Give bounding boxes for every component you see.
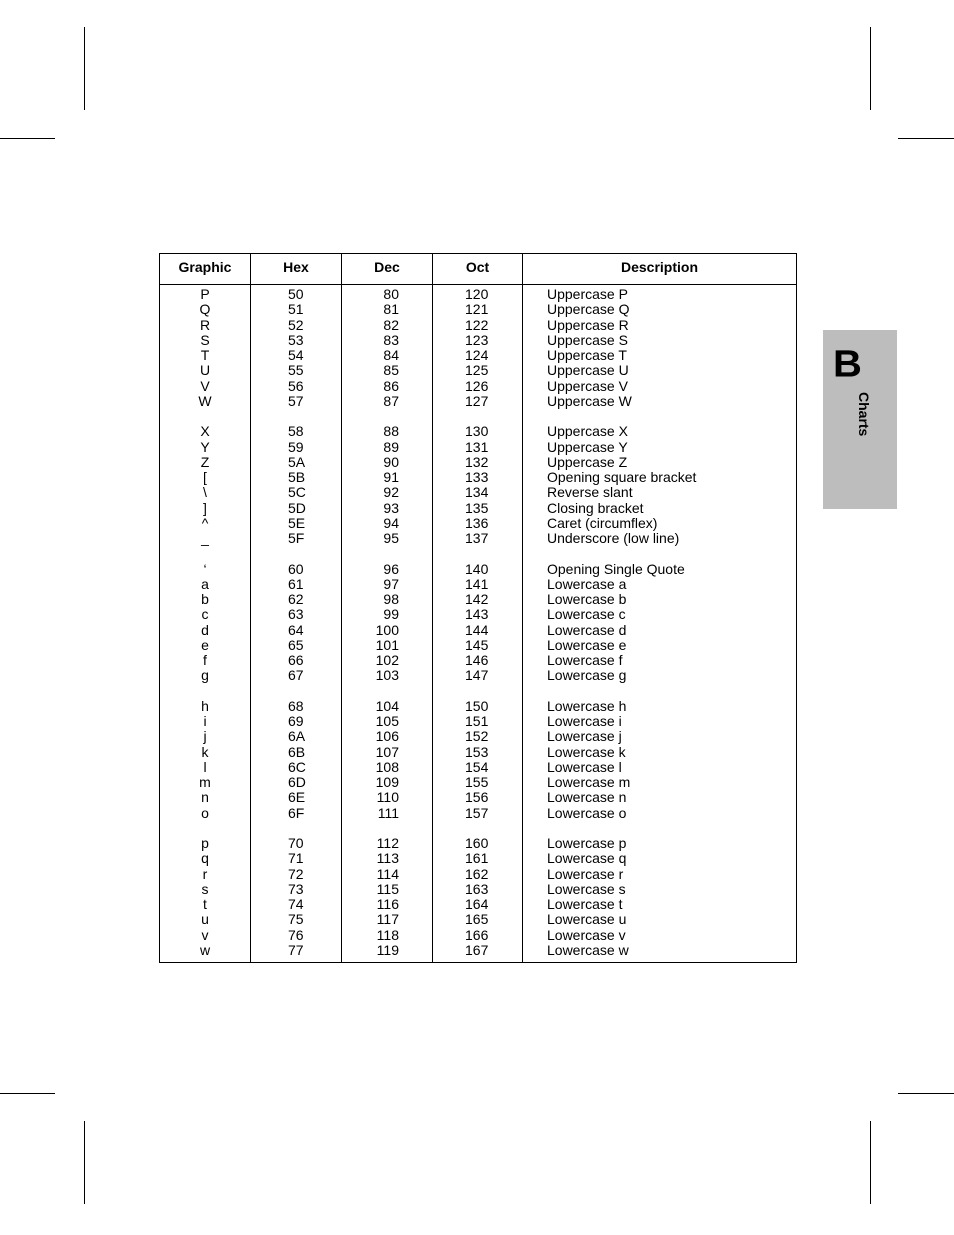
cell-oct: 134 [465, 484, 489, 501]
cell-dec: 87 [383, 392, 399, 409]
cell-description: Lowercase s [547, 880, 626, 897]
crop-mark-bottom-right-horizontal [898, 1093, 954, 1094]
cell-hex: 5D [288, 499, 306, 516]
table-row [160, 775, 796, 790]
cell-graphic: s [201, 880, 209, 897]
section-tab [823, 330, 897, 509]
table-row [160, 638, 796, 653]
cell-hex: 52 [288, 316, 304, 333]
table-row [160, 485, 796, 500]
cell-dec: 107 [375, 743, 399, 760]
cell-hex: 64 [288, 621, 304, 638]
cell-hex: 57 [288, 392, 304, 409]
cell-oct: 145 [465, 636, 489, 653]
cell-description: Lowercase v [547, 926, 626, 943]
table-row [160, 562, 796, 577]
cell-dec: 85 [383, 362, 399, 379]
cell-dec: 103 [375, 667, 399, 684]
cell-graphic: R [199, 316, 211, 333]
table-row [160, 348, 796, 363]
cell-oct: 162 [465, 865, 489, 882]
cell-hex: 6F [288, 804, 305, 821]
cell-hex: 62 [288, 591, 304, 607]
cell-graphic: \ [203, 484, 207, 501]
cell-oct: 143 [465, 606, 489, 623]
cell-dec: 94 [383, 514, 399, 531]
cell-graphic: V [200, 377, 210, 394]
cell-description: Uppercase W [547, 392, 632, 409]
table-row [160, 928, 796, 943]
cell-hex: 6E [288, 789, 306, 806]
cell-description: Lowercase k [547, 743, 626, 760]
table-row [160, 653, 796, 668]
cell-dec: 105 [375, 713, 399, 729]
cell-graphic: q [201, 850, 209, 867]
table-row [160, 851, 796, 866]
cell-hex: 54 [288, 347, 304, 363]
table-row [160, 363, 796, 378]
section-label: Charts [856, 392, 872, 437]
cell-dec: 89 [383, 438, 399, 455]
cell-oct: 142 [465, 591, 489, 607]
cell-description: Uppercase R [547, 316, 629, 333]
column-header-graphic: Graphic [178, 259, 232, 275]
cell-description: Lowercase q [547, 850, 627, 867]
cell-description: Lowercase u [547, 911, 627, 928]
table-row [160, 379, 796, 394]
cell-oct: 153 [465, 743, 489, 760]
header-divider [160, 284, 796, 285]
table-row [160, 668, 796, 683]
cell-description: Lowercase m [547, 774, 631, 790]
cell-description: Lowercase p [547, 835, 627, 851]
cell-graphic: v [201, 926, 209, 943]
cell-graphic: W [198, 392, 212, 409]
crop-mark-top-left-vertical [84, 27, 85, 110]
cell-hex: 55 [288, 362, 304, 379]
cell-graphic: S [200, 331, 210, 348]
cell-description: Uppercase Y [547, 438, 628, 455]
crop-mark-top-right-vertical [870, 27, 871, 110]
table-row [160, 501, 796, 516]
cell-graphic: g [201, 667, 209, 684]
cell-description: Closing bracket [547, 499, 644, 516]
cell-dec: 117 [376, 911, 399, 928]
cell-dec: 80 [383, 286, 399, 302]
character-chart-table [159, 253, 797, 963]
cell-graphic: d [201, 621, 209, 638]
table-row [160, 318, 796, 333]
cell-hex: 5C [288, 484, 306, 501]
cell-description: Lowercase o [547, 804, 627, 821]
cell-description: Lowercase e [547, 636, 627, 653]
cell-oct: 131 [465, 438, 489, 455]
cell-description: Lowercase c [547, 606, 626, 623]
crop-mark-bottom-right-vertical [870, 1121, 871, 1204]
cell-hex: 68 [288, 697, 304, 714]
cell-dec: 118 [376, 926, 399, 943]
cell-hex: 72 [288, 865, 304, 882]
cell-description: Lowercase j [547, 728, 622, 745]
cell-graphic: X [200, 423, 210, 440]
table-row [160, 592, 796, 607]
cell-oct: 133 [465, 469, 489, 485]
cell-hex: 67 [288, 667, 304, 684]
table-row [160, 302, 796, 317]
column-header-description: Description [620, 259, 698, 275]
cell-oct: 140 [465, 560, 489, 577]
cell-description: Lowercase b [547, 591, 627, 607]
cell-dec: 108 [375, 758, 399, 775]
cell-hex: 61 [288, 575, 304, 592]
cell-oct: 166 [465, 926, 489, 943]
cell-description: Lowercase i [547, 713, 622, 729]
cell-description: Uppercase X [547, 423, 628, 440]
cell-dec: 97 [383, 575, 399, 592]
cell-dec: 96 [383, 560, 399, 577]
cell-hex: 76 [288, 926, 304, 943]
cell-description: Uppercase Z [547, 453, 628, 470]
table-row [160, 897, 796, 912]
table-row [160, 470, 796, 485]
cell-dec: 93 [383, 499, 399, 516]
cell-graphic: _ [201, 530, 209, 546]
cell-description: Uppercase S [547, 331, 628, 348]
cell-graphic: l [203, 758, 207, 775]
cell-description: Lowercase l [547, 758, 622, 775]
cell-hex: 5A [288, 453, 306, 470]
cell-hex: 6A [288, 728, 306, 745]
cell-hex: 65 [288, 636, 304, 653]
table-row [160, 394, 796, 409]
cell-hex: 50 [288, 286, 304, 302]
cell-oct: 154 [465, 758, 489, 775]
cell-hex: 6B [288, 743, 306, 760]
cell-dec: 106 [375, 728, 399, 745]
cell-description: Lowercase n [547, 789, 627, 806]
cell-oct: 120 [465, 286, 489, 302]
cell-graphic: [ [203, 469, 207, 485]
cell-dec: 111 [377, 804, 399, 821]
cell-dec: 119 [376, 941, 399, 958]
table-row [160, 912, 796, 927]
cell-graphic: Z [200, 453, 210, 470]
cell-graphic: e [201, 636, 209, 653]
table-row [160, 729, 796, 744]
table-row [160, 790, 796, 805]
cell-dec: 115 [376, 880, 399, 897]
cell-description: Underscore (low line) [547, 530, 680, 546]
cell-graphic: c [201, 606, 209, 623]
column-header-oct: Oct [465, 259, 490, 275]
cell-description: Uppercase P [547, 286, 628, 302]
cell-hex: 51 [288, 301, 304, 318]
cell-oct: 132 [465, 453, 489, 470]
cell-oct: 167 [465, 941, 489, 958]
cell-dec: 86 [383, 377, 399, 394]
cell-graphic: j [203, 728, 207, 745]
cell-graphic: Y [200, 438, 210, 455]
cell-oct: 161 [465, 850, 489, 867]
cell-hex: 5E [288, 514, 306, 531]
cell-dec: 92 [383, 484, 399, 501]
cell-description: Lowercase f [547, 652, 623, 668]
cell-graphic: ^ [201, 514, 209, 531]
cell-dec: 104 [375, 697, 399, 714]
cell-oct: 141 [465, 575, 489, 592]
table-row [160, 745, 796, 760]
cell-graphic: h [201, 697, 209, 714]
cell-graphic: a [201, 575, 209, 592]
cell-dec: 90 [383, 453, 399, 470]
cell-hex: 60 [288, 560, 304, 577]
table-row [160, 806, 796, 821]
cell-hex: 63 [288, 606, 304, 623]
cell-dec: 98 [383, 591, 399, 607]
cell-graphic: Q [199, 301, 211, 318]
cell-oct: 160 [465, 835, 489, 851]
cell-hex: 5F [288, 530, 305, 546]
table-row [160, 607, 796, 622]
cell-dec: 81 [383, 301, 399, 318]
section-letter: B [833, 343, 862, 385]
cell-description: Opening square bracket [547, 469, 697, 485]
cell-dec: 83 [383, 331, 399, 348]
cell-graphic: b [201, 591, 209, 607]
cell-graphic: p [201, 835, 209, 851]
cell-description: Uppercase U [547, 362, 629, 379]
cell-graphic: k [201, 743, 209, 760]
cell-oct: 151 [465, 713, 489, 729]
cell-oct: 123 [465, 331, 489, 348]
cell-description: Opening Single Quote [547, 560, 685, 577]
table-row [160, 455, 796, 470]
cell-dec: 84 [383, 347, 399, 363]
table-row [160, 714, 796, 729]
table-row [160, 531, 796, 546]
cell-graphic: i [203, 713, 207, 729]
table-row [160, 760, 796, 775]
table-row [160, 440, 796, 455]
cell-dec: 82 [383, 316, 399, 333]
cell-dec: 109 [375, 774, 399, 790]
cell-description: Reverse slant [547, 484, 633, 501]
cell-oct: 126 [465, 377, 489, 394]
cell-description: Lowercase t [547, 896, 623, 912]
cell-graphic: P [200, 286, 210, 302]
cell-description: Uppercase V [547, 377, 628, 394]
cell-dec: 113 [376, 850, 399, 867]
column-header-hex: Hex [283, 259, 309, 275]
cell-dec: 95 [383, 530, 399, 546]
cell-dec: 88 [383, 423, 399, 440]
cell-description: Uppercase T [547, 347, 627, 363]
cell-hex: 77 [288, 941, 304, 958]
cell-oct: 156 [465, 789, 489, 806]
cell-dec: 100 [375, 621, 399, 638]
cell-oct: 165 [465, 911, 489, 928]
table-row [160, 287, 796, 302]
cell-hex: 70 [288, 835, 304, 851]
cell-hex: 74 [288, 896, 304, 912]
table-row [160, 699, 796, 714]
cell-oct: 146 [465, 652, 489, 668]
cell-graphic: ] [203, 499, 207, 516]
cell-oct: 164 [465, 896, 489, 912]
cell-oct: 127 [465, 392, 489, 409]
cell-oct: 122 [465, 316, 489, 333]
cell-graphic: o [201, 804, 209, 821]
cell-oct: 124 [465, 347, 489, 363]
cell-hex: 58 [288, 423, 304, 440]
crop-mark-bottom-left-horizontal [0, 1093, 55, 1094]
table-row [160, 943, 796, 958]
cell-hex: 73 [288, 880, 304, 897]
table-row [160, 424, 796, 439]
cell-graphic: m [199, 774, 211, 790]
cell-oct: 121 [465, 301, 489, 318]
cell-oct: 152 [465, 728, 489, 745]
table-row [160, 333, 796, 348]
cell-hex: 71 [288, 850, 304, 867]
cell-hex: 5B [288, 469, 306, 485]
cell-oct: 163 [465, 880, 489, 897]
table-row [160, 836, 796, 851]
cell-graphic: ‘ [203, 560, 207, 577]
cell-dec: 99 [383, 606, 399, 623]
cell-graphic: n [201, 789, 209, 806]
column-header-dec: Dec [374, 259, 400, 275]
cell-dec: 110 [376, 789, 399, 806]
cell-description: Lowercase r [547, 865, 624, 882]
cell-oct: 157 [465, 804, 489, 821]
table-row [160, 867, 796, 882]
cell-oct: 137 [465, 530, 489, 546]
cell-graphic: r [202, 865, 208, 882]
cell-oct: 155 [465, 774, 489, 790]
cell-hex: 56 [288, 377, 304, 394]
cell-oct: 144 [465, 621, 489, 638]
cell-hex: 69 [288, 713, 304, 729]
table-row [160, 623, 796, 638]
cell-graphic: w [199, 941, 211, 958]
cell-hex: 6D [288, 774, 306, 790]
cell-description: Lowercase a [547, 575, 627, 592]
cell-oct: 147 [465, 667, 489, 684]
cell-graphic: U [199, 362, 211, 379]
cell-graphic: T [200, 347, 210, 363]
cell-dec: 116 [376, 896, 399, 912]
cell-description: Caret (circumflex) [547, 514, 658, 531]
cell-dec: 112 [376, 835, 399, 851]
cell-dec: 102 [375, 652, 399, 668]
crop-mark-top-left-horizontal [0, 138, 55, 139]
cell-description: Lowercase h [547, 697, 627, 714]
table-row [160, 577, 796, 592]
cell-dec: 101 [375, 636, 399, 653]
cell-description: Lowercase w [547, 941, 629, 958]
cell-hex: 6C [288, 758, 306, 775]
cell-hex: 53 [288, 331, 304, 348]
table-row [160, 516, 796, 531]
cell-graphic: t [203, 896, 207, 912]
cell-graphic: f [203, 652, 207, 668]
cell-description: Lowercase g [547, 667, 627, 684]
cell-description: Uppercase Q [547, 301, 630, 318]
cell-description: Lowercase d [547, 621, 627, 638]
cell-oct: 136 [465, 514, 489, 531]
cell-oct: 150 [465, 697, 489, 714]
cell-hex: 75 [288, 911, 304, 928]
cell-dec: 114 [376, 865, 399, 882]
cell-oct: 125 [465, 362, 489, 379]
cell-graphic: u [201, 911, 209, 928]
table-row [160, 882, 796, 897]
cell-hex: 66 [288, 652, 304, 668]
cell-dec: 91 [383, 469, 399, 485]
cell-oct: 135 [465, 499, 489, 516]
crop-mark-top-right-horizontal [898, 138, 954, 139]
cell-hex: 59 [288, 438, 304, 455]
crop-mark-bottom-left-vertical [84, 1121, 85, 1204]
cell-oct: 130 [465, 423, 489, 440]
